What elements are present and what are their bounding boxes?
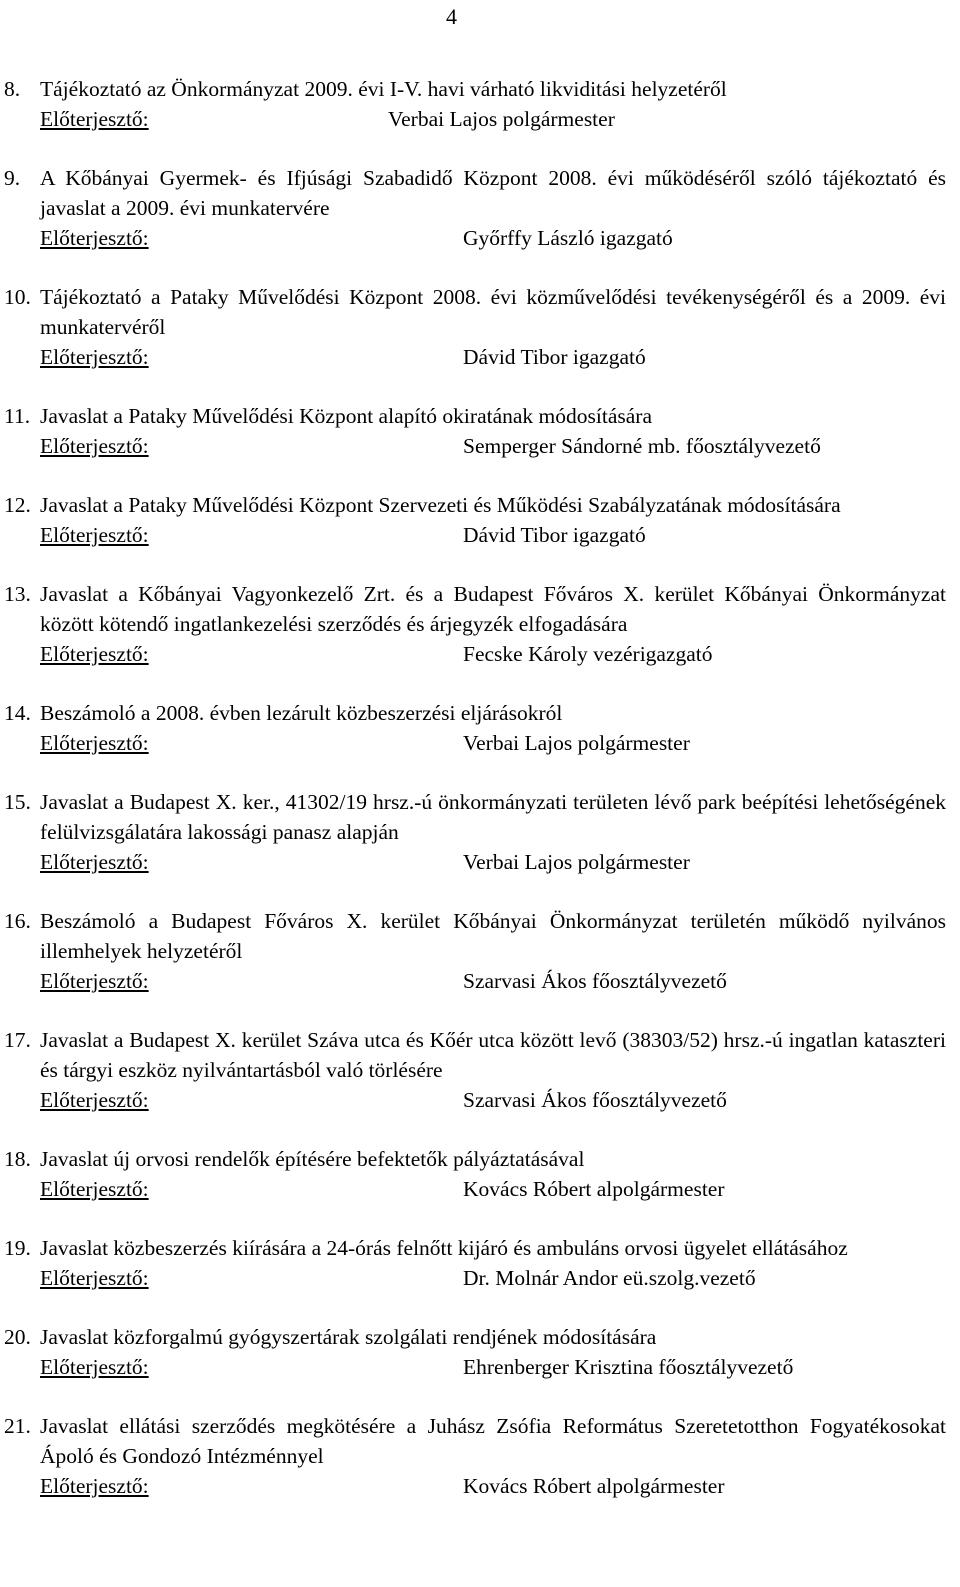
presenter-row [40,431,946,461]
presenter-name: Verbai Lajos polgármester [388,107,615,131]
presenter-name: Győrffy László igazgató [463,226,673,250]
agenda-item [0,1144,960,1204]
agenda-item [0,698,960,758]
item-title: Beszámoló a 2008. évben lezárult közbeszerzési eljárásokról [40,701,563,725]
presenter-name: Kovács Róbert alpolgármester [463,1474,725,1498]
item-number: 8. [4,77,21,101]
agenda-item [0,401,960,461]
presenter-name: Ehrenberger Krisztina főosztályvezető [463,1355,794,1379]
presenter-label: Előterjesztő: [40,345,149,369]
presenter-row [40,728,946,758]
presenter-row [40,1174,946,1204]
presenter-label: Előterjesztő: [40,642,149,666]
item-title: Beszámoló a Budapest Főváros X. kerület Kőbányai Önkormányzat területén működő nyilvános illemhelyek helyzetéről [40,909,946,963]
presenter-label: Előterjesztő: [40,731,149,755]
item-number: 17. [4,1028,31,1052]
presenter-label: Előterjesztő: [40,969,149,993]
presenter-row [40,520,946,550]
item-title: Javaslat ellátási szerződés megkötésére a Juhász Zsófia Református Szeretetotthon Fogyatékosokat Ápoló és Gondozó Intézménnyel [40,1414,946,1468]
page-number: 4 [446,4,457,29]
item-number: 15. [4,790,31,814]
item-title: A Kőbányai Gyermek- és Ifjúsági Szabadidő Központ 2008. évi működéséről szóló tájékoztató és javaslat a 2009. évi munkatervére [40,166,946,220]
item-title: Javaslat új orvosi rendelők építésére befektetők pályáztatásával [40,1147,585,1171]
item-number: 12. [4,493,31,517]
item-title: Javaslat a Pataky Művelődési Központ alapító okiratának módosítására [40,404,652,428]
agenda-item [0,787,960,877]
agenda-item [0,579,960,669]
presenter-row [40,1471,946,1501]
item-title: Javaslat a Budapest X. kerület Száva utca és Kőér utca között levő (38303/52) hrsz.-ú ingatlan kataszteri és tárgyi eszköz nyilvántartásból való törlésére [40,1028,946,1082]
presenter-row [40,1085,946,1115]
presenter-row [40,847,946,877]
item-title: Tájékoztató az Önkormányzat 2009. évi I-V. havi várható likviditási helyzetéről [40,77,727,101]
presenter-label: Előterjesztő: [40,1266,149,1290]
item-number: 19. [4,1236,31,1260]
presenter-name: Dávid Tibor igazgató [463,523,646,547]
presenter-row [40,639,946,669]
item-number: 11. [4,404,31,428]
presenter-name: Semperger Sándorné mb. főosztályvezető [463,434,821,458]
presenter-label: Előterjesztő: [40,1177,149,1201]
agenda-item [0,490,960,550]
agenda-item [0,1322,960,1382]
item-number: 18. [4,1147,31,1171]
presenter-label: Előterjesztő: [40,1355,149,1379]
item-number: 20. [4,1325,31,1349]
presenter-name: Szarvasi Ákos főosztályvezető [463,969,727,993]
item-title: Tájékoztató a Pataky Művelődési Központ 2008. évi közművelődési tevékenységéről és a 2009. évi munkatervéről [40,285,946,339]
presenter-name: Fecske Károly vezérigazgató [463,642,713,666]
item-number: 10. [4,285,31,309]
agenda-item [0,282,960,372]
item-title: Javaslat a Kőbányai Vagyonkezelő Zrt. és a Budapest Főváros X. kerület Kőbányai Önkormányzat között kötendő ingatlankezelési szerződés és árjegyzék elfogadására [40,582,946,636]
presenter-name: Dávid Tibor igazgató [463,345,646,369]
agenda-item [0,906,960,996]
agenda-item [0,163,960,253]
item-title: Javaslat a Budapest X. ker., 41302/19 hrsz.-ú önkormányzati területen lévő park beépítési lehetőségének felülvizsgálatára lakossági panasz alapján [40,790,946,844]
agenda-item [0,1025,960,1115]
item-number: 21. [4,1414,31,1438]
presenter-row [40,223,946,253]
presenter-label: Előterjesztő: [40,1474,149,1498]
presenter-name: Szarvasi Ákos főosztályvezető [463,1088,727,1112]
presenter-label: Előterjesztő: [40,1088,149,1112]
item-number: 14. [4,701,31,725]
presenter-name: Verbai Lajos polgármester [463,731,690,755]
item-number: 13. [4,582,31,606]
presenter-label: Előterjesztő: [40,226,149,250]
presenter-name: Kovács Róbert alpolgármester [463,1177,725,1201]
presenter-row [40,1352,946,1382]
presenter-label: Előterjesztő: [40,523,149,547]
agenda-item [0,74,960,134]
item-title: Javaslat közforgalmú gyógyszertárak szolgálati rendjének módosítására [40,1325,657,1349]
presenter-label: Előterjesztő: [40,850,149,874]
item-number: 9. [4,166,21,190]
presenter-name: Dr. Molnár Andor eü.szolg.vezető [463,1266,756,1290]
presenter-name: Verbai Lajos polgármester [463,850,690,874]
item-title: Javaslat közbeszerzés kiírására a 24-órás felnőtt kijáró és ambuláns orvosi ügyelet ellátásához [40,1236,848,1260]
agenda-item [0,1233,960,1293]
presenter-row [40,342,946,372]
presenter-row [40,1263,946,1293]
item-title: Javaslat a Pataky Művelődési Központ Szervezeti és Működési Szabályzatának módosítására [40,493,841,517]
presenter-label: Előterjesztő: [40,107,149,131]
presenter-row [40,104,946,134]
agenda-item [0,1411,960,1501]
agenda-list [0,74,960,1501]
item-number: 16. [4,909,31,933]
presenter-label: Előterjesztő: [40,434,149,458]
presenter-row [40,966,946,996]
